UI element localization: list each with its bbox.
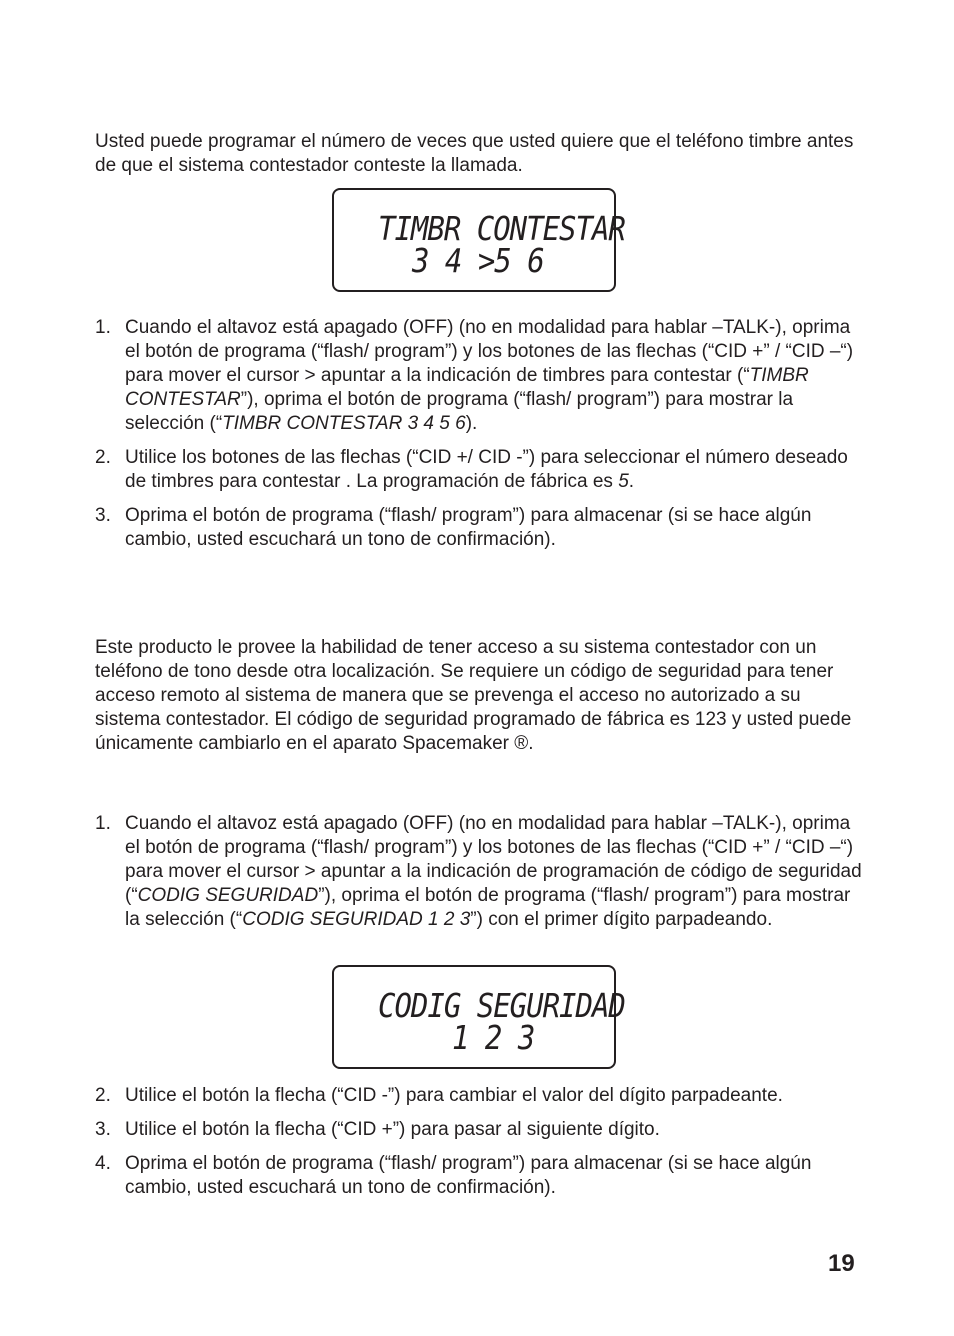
- lcd-display-rings: [332, 188, 625, 292]
- step-number: 2.: [95, 1085, 111, 1106]
- steps-list-security-1: [95, 812, 870, 932]
- step-text-italic: TIMBR CONTESTAR: [125, 365, 809, 410]
- step-text: ”) con el primer dígito parpadeando.: [470, 909, 773, 930]
- intro-paragraph-rings: [95, 130, 870, 178]
- step-text-italic: TIMBR CONTESTAR 3 4 5 6: [222, 413, 466, 434]
- step-text: Oprima el botón de programa (“flash/ program”) para almacenar (si se hace algún cambio, usted escuchará un tono de confirmación).: [125, 505, 812, 550]
- step-number: 1.: [95, 317, 111, 338]
- step-text: ”), oprima el botón de programa (“flash/ program”) para mostrar la selección (“: [125, 389, 794, 434]
- step-text: Utilice el botón la flecha (“CID +”) para pasar al siguiente dígito.: [125, 1119, 660, 1140]
- list-item: [95, 1152, 870, 1200]
- page-number: 19: [828, 1250, 855, 1277]
- lcd-line-1: TIMBR CONTESTAR: [378, 208, 625, 248]
- step-number: 4.: [95, 1153, 111, 1174]
- step-text: .: [628, 471, 635, 492]
- step-text: Cuando el altavoz está apagado (OFF) (no en modalidad para hablar –TALK-), oprima el botón de programa (“flash/ program”) y los botones de las flechas (“CID +” / “CID –“) para mover el cursor > apuntar a la indicación de timbres para contestar (“: [125, 317, 854, 386]
- lcd-line-1: CODIG SEGURIDAD: [378, 985, 625, 1025]
- step-text: Oprima el botón de programa (“flash/ program”) para almacenar (si se hace algún cambio, usted escuchará un tono de confirmación).: [125, 1153, 812, 1198]
- lcd-display-security: [332, 965, 625, 1069]
- step-text: Utilice el botón la flecha (“CID -”) para cambiar el valor del dígito parpadeante.: [125, 1085, 783, 1106]
- list-item: [95, 504, 870, 552]
- step-text: ”), oprima el botón de programa (“flash/ program”) para mostrar la selección (“: [125, 885, 851, 930]
- intro-paragraph-security: [95, 636, 870, 756]
- step-text-italic: 5: [618, 471, 629, 492]
- lcd-line-2: 3 4 >5 6: [412, 240, 544, 280]
- step-text: Cuando el altavoz está apagado (OFF) (no en modalidad para hablar –TALK-), oprima el botón de programa (“flash/ program”) y los botones de las flechas (“CID +” / “CID –“) para mover el cursor > apuntar a la indicación de programación de código de seguridad (“: [125, 813, 862, 906]
- list-item: [95, 1084, 870, 1108]
- step-number: 1.: [95, 813, 111, 834]
- step-text: Utilice los botones de las flechas (“CID +/ CID -”) para seleccionar el número deseado de timbres para contestar . La programación de fábrica es: [125, 447, 848, 492]
- lcd-line-2: 1 2 3: [452, 1017, 535, 1057]
- step-text-italic: CODIG SEGURIDAD: [137, 885, 319, 906]
- list-item: [95, 812, 870, 932]
- list-item: [95, 446, 870, 494]
- step-number: 2.: [95, 447, 111, 468]
- step-number: 3.: [95, 505, 111, 526]
- step-number: 3.: [95, 1119, 111, 1140]
- step-text: ).: [465, 413, 478, 434]
- intro-text: Este producto le provee la habilidad de tener acceso a su sistema contestador con un teléfono de tono desde otra localización. Se requiere un código de seguridad para tener acceso remoto al sistema de manera que se prevenga el acceso no autorizado a su sistema contestador. El código de seguridad programado de fábrica es 123 y usted puede únicamente cambiarlo en el aparato Spacemaker ®.: [95, 637, 852, 754]
- intro-text: Usted puede programar el número de veces que usted quiere que el teléfono timbre antes de que el sistema contestador conteste la llamada.: [95, 131, 854, 176]
- list-item: [95, 316, 870, 436]
- steps-list-rings: [95, 316, 870, 552]
- steps-list-security-2: [95, 1084, 870, 1200]
- list-item: [95, 1118, 870, 1142]
- step-text-italic: CODIG SEGURIDAD 1 2 3: [242, 909, 471, 930]
